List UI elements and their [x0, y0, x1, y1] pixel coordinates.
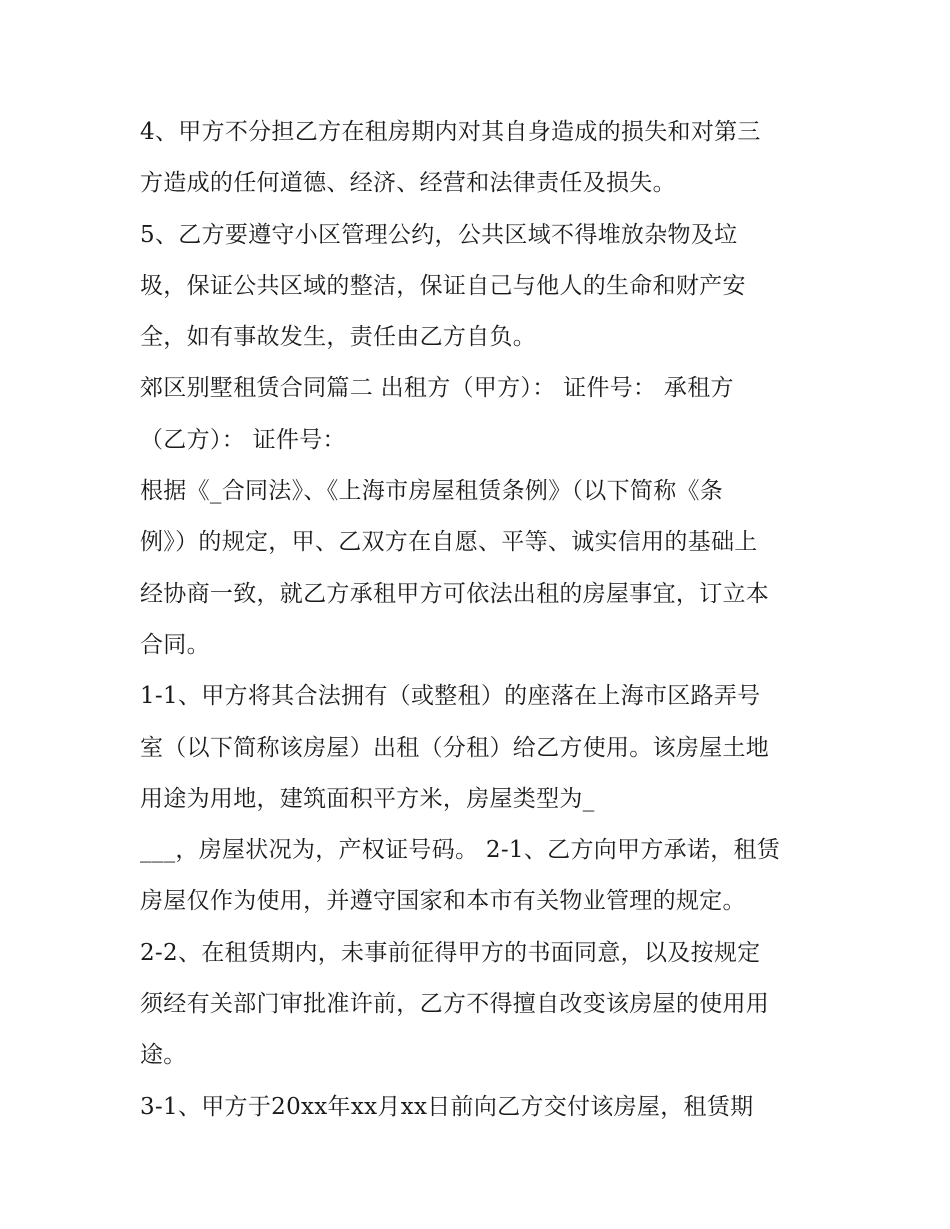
text-line: 4、甲方不分担乙方在租房期内对其自身造成的损失和对第三 — [140, 119, 761, 145]
text-line: 须经有关部门审批准许前，乙方不得擅自改变该房屋的使用用 — [140, 991, 770, 1018]
text-line: 1-1、甲方将其合法拥有（或整租）的座落在上海市区路弄号 — [140, 683, 761, 710]
text-line: 室（以下简称该房屋）出租（分租）给乙方使用。该房屋土地 — [140, 734, 770, 761]
text-line: 2-2、在租赁期内，未事前征得甲方的书面同意，以及按规定 — [140, 939, 761, 966]
text-line: 5、乙方要遵守小区管理公约，公共区域不得堆放杂物及垃 — [140, 221, 738, 248]
text-line: 合同。 — [140, 631, 210, 658]
text-line: （乙方）： 证件号： — [140, 426, 346, 453]
text-line: 郊区别墅租赁合同篇二 出租方（甲方）： 证件号： 承租方 — [140, 375, 734, 402]
text-line: 途。 — [140, 1042, 187, 1069]
text-line: 例》）的规定，甲、乙双方在自愿、平等、诚实信用的基础上 — [140, 529, 758, 556]
text-line: 方造成的任何道德、经济、经营和法律责任及损失。 — [140, 170, 676, 197]
text-line: 根据《_合同法》、《上海市房屋租赁条例》（以下简称《条 — [140, 478, 724, 505]
document-body — [140, 107, 820, 1133]
text-line: 房屋仅作为使用，并遵守国家和本市有关物业管理的规定。 — [140, 888, 746, 915]
text-line: 圾，保证公共区域的整洁，保证自己与他人的生命和财产安 — [140, 272, 746, 299]
text-line: ___，房屋状况为，产权证号码。 2-1、乙方向甲方承诺，租赁 — [140, 837, 781, 864]
text-line: 全，如有事故发生，责任由乙方自负。 — [140, 324, 537, 351]
text-line: 3-1、甲方于20xx年xx月xx日前向乙方交付该房屋，租赁期 — [140, 1093, 754, 1120]
text-line: 用途为用地，建筑面积平方米，房屋类型为_ — [140, 785, 595, 812]
text-line: 经协商一致，就乙方承租甲方可依法出租的房屋事宜，订立本 — [140, 580, 770, 607]
